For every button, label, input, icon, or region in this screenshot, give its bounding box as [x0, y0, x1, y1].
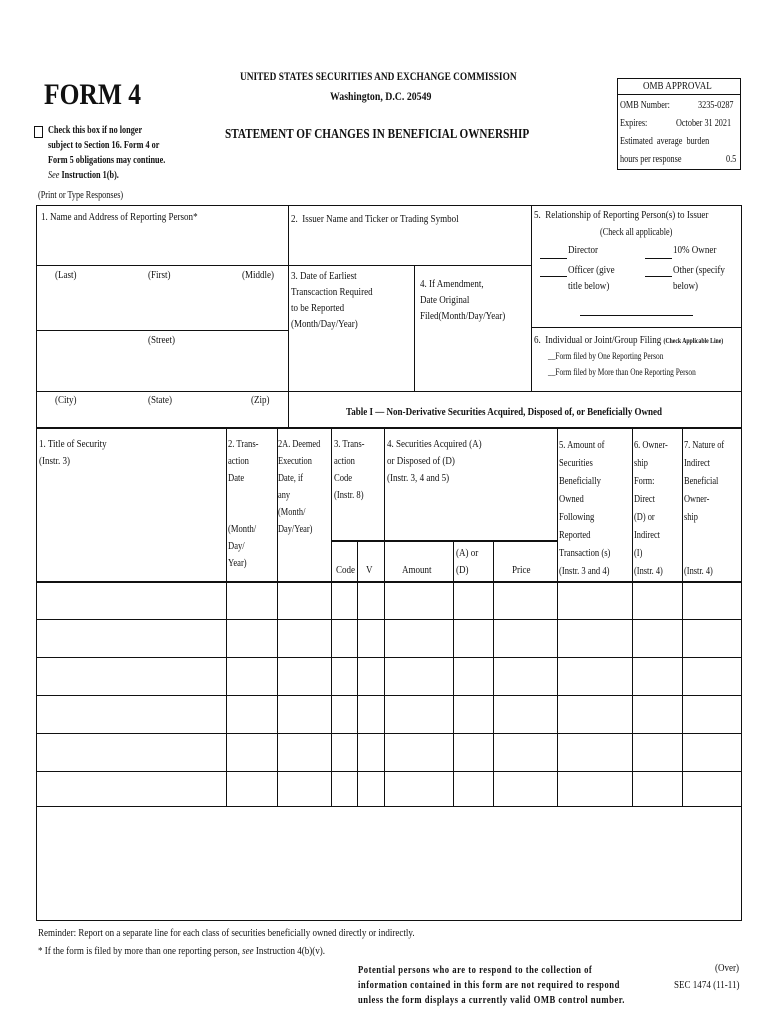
- col4-price-text: Price: [512, 564, 531, 576]
- omb-number-value: 3235-0287: [698, 100, 734, 111]
- earliest-transaction-date-title: [291, 268, 391, 332]
- omb-burden-value: 0.5: [726, 154, 737, 165]
- omb-details: [620, 97, 740, 169]
- last-label-text: (Last): [55, 269, 77, 281]
- agency-location-text: Washington, D.C. 20549: [330, 89, 432, 103]
- officer-option[interactable]: [568, 262, 625, 294]
- director-label: Director: [568, 244, 599, 256]
- statement-title-text: STATEMENT OF CHANGES IN BENEFICIAL OWNERSHIP: [225, 127, 530, 142]
- box2-title-text: 2. Issuer Name and Ticker or Trading Symbol: [291, 213, 459, 225]
- relationship-title: [534, 208, 747, 223]
- box3-title-text: 3. Date of Earliest Transcaction Required to be Reported (Month/Day/Year): [291, 270, 373, 330]
- col-a-or-d-sub: [456, 545, 483, 579]
- col2a-text: 2A. Deemed Execution Date, if any (Month/ Day/Year): [278, 438, 321, 535]
- omb-title-text: OMB APPROVAL: [643, 80, 712, 92]
- table-row[interactable]: [37, 658, 741, 695]
- other-option[interactable]: [673, 262, 736, 294]
- col-code-sub: [336, 563, 359, 578]
- print-note: [38, 189, 142, 203]
- director-option[interactable]: [568, 243, 605, 258]
- col-deemed-execution-date: [278, 436, 334, 538]
- city-label: [55, 393, 81, 408]
- omb-expires-label: Expires:: [620, 118, 648, 129]
- col3-code-text: Code: [336, 564, 356, 576]
- col5-text: 5. Amount of Securities Beneficially Owned Following Reported Transaction (s) (Instr. 3 and 4): [559, 439, 611, 577]
- col1-text: 1. Title of Security (Instr. 3): [39, 438, 107, 467]
- over-text: (Over): [715, 962, 740, 974]
- statement-title: [225, 127, 605, 143]
- box5-title-text: 5. Relationship of Reporting Person(s) to Issuer: [534, 209, 709, 221]
- officer-label: Officer (give title below): [568, 264, 615, 292]
- no-longer-subject-checkbox[interactable]: [34, 126, 43, 138]
- col4-aord-text: (A) or (D): [456, 547, 479, 576]
- agency-name-text: UNITED STATES SECURITIES AND EXCHANGE COMMISSION: [240, 69, 517, 83]
- multi-note-post: Instruction 4(b)(v).: [253, 945, 326, 957]
- over-note: [715, 961, 744, 976]
- col4-amount-text: Amount: [402, 564, 432, 576]
- multi-note-see: see: [242, 945, 254, 957]
- first-label-text: (First): [148, 269, 171, 281]
- col4-text: 4. Securities Acquired (A) or Disposed of (D) (Instr. 3, 4 and 5): [387, 438, 482, 484]
- print-note-text: (Print or Type Responses): [38, 190, 124, 201]
- col3-v-text: V: [366, 564, 373, 576]
- multiple-persons-note: [38, 944, 388, 959]
- table-row[interactable]: [37, 696, 741, 733]
- omb-expires-value: October 31 2021: [676, 118, 732, 129]
- omb-disclaimer: [358, 963, 668, 1008]
- filing-option-one[interactable]: __Form filed by One Reporting Person: [548, 351, 664, 361]
- omb-approval-title: [643, 79, 727, 94]
- col-amount-beneficially-owned: [559, 436, 625, 580]
- col3-text: 3. Trans- action Code (Instr. 8): [334, 438, 365, 501]
- col-transaction-date: [228, 436, 267, 572]
- form-title-text: FORM 4: [44, 78, 142, 111]
- city-label-text: (City): [55, 394, 77, 406]
- col-amount-sub: [402, 563, 438, 578]
- col-price-sub: [512, 563, 535, 578]
- table-row[interactable]: [37, 734, 741, 771]
- check-all-applicable: [600, 226, 688, 240]
- ten-percent-label: 10% Owner: [673, 244, 717, 256]
- col2-text: 2. Trans- action Date (Month/ Day/ Year): [228, 438, 259, 569]
- zip-label: [251, 393, 274, 408]
- filing-option-multiple[interactable]: __Form filed by More than One Reporting Person: [548, 367, 696, 377]
- table-row[interactable]: [37, 620, 741, 657]
- checkbox-instruction: [48, 169, 134, 183]
- table1-title-text: Table I — Non-Derivative Securities Acquired, Disposed of, or Beneficially Owned: [346, 406, 663, 418]
- col-transaction-code: [334, 436, 373, 504]
- street-label-text: (Street): [148, 334, 176, 346]
- col-ownership-form: [634, 436, 678, 580]
- sec-code-text: SEC 1474 (11-11): [674, 979, 740, 991]
- middle-name-label: [242, 268, 281, 283]
- zip-label-text: (Zip): [251, 394, 270, 406]
- other-label: Other (specify below): [673, 264, 725, 292]
- box6-title-text: 6. Individual or Joint/Group Filing: [534, 334, 662, 346]
- officer-title-line[interactable]: [580, 315, 693, 316]
- table-row[interactable]: [37, 772, 741, 806]
- col-v-sub: [366, 563, 374, 578]
- no-longer-subject-label: [48, 123, 191, 168]
- checkbox-text: Check this box if no longer subject to Section 16. Form 4 or Form 5 obligations may continue.: [48, 125, 166, 166]
- omb-number-label: OMB Number:: [620, 100, 670, 111]
- col-title-of-security: [39, 436, 122, 470]
- box4-title-text: 4. If Amendment, Date Original Filed(Month/Day/Year): [420, 278, 506, 322]
- agency-name: [240, 68, 530, 84]
- omb-burden-line2: hours per response: [620, 154, 682, 165]
- blank-area: [37, 807, 741, 920]
- street-label: [148, 333, 181, 348]
- ten-percent-owner-option[interactable]: [673, 243, 726, 258]
- sec-form-code: [674, 978, 754, 993]
- option1-text: Form filed by One Reporting Person: [555, 351, 664, 361]
- checkbox-see: See: [48, 170, 60, 181]
- middle-label-text: (Middle): [242, 269, 275, 281]
- individual-joint-filing-title: [534, 333, 765, 348]
- box1-title-text: 1. Name and Address of Reporting Person*: [41, 211, 198, 223]
- reminder-note: [38, 926, 497, 941]
- option2-text: Form filed by More than One Reporting Person: [555, 367, 696, 377]
- state-label: [148, 393, 177, 408]
- reporting-person-name-title: [41, 210, 232, 225]
- box6-title-small: (Check Applicable Line): [663, 337, 724, 345]
- col-nature-of-indirect-ownership: [684, 436, 737, 580]
- issuer-name-title: [291, 212, 495, 227]
- state-label-text: (State): [148, 394, 173, 406]
- col7-text: 7. Nature of Indirect Beneficial Owner- ship (Instr. 4): [684, 439, 725, 577]
- col6-text: 6. Owner- ship Form: Direct (D) or Indirect (I) (Instr. 4): [634, 439, 668, 577]
- multi-note-pre: * If the form is filed by more than one reporting person,: [38, 945, 243, 957]
- check-all-text: (Check all applicable): [600, 227, 673, 238]
- table1-title: [346, 405, 731, 420]
- agency-location: [330, 88, 454, 104]
- amendment-date-title: [420, 276, 524, 324]
- first-name-label: [148, 268, 176, 283]
- last-name-label: [55, 268, 81, 283]
- reminder-text: Reminder: Report on a separate line for each class of securities beneficially owned directly or indirectly.: [38, 927, 415, 939]
- table-row[interactable]: [37, 582, 741, 619]
- checkbox-instruction-text: Instruction 1(b).: [59, 170, 119, 181]
- omb-burden-line1: Estimated average burden: [620, 136, 710, 147]
- col-securities-acquired: [387, 436, 502, 487]
- disclaimer-text: Potential persons who are to respond to the collection of information contained in this form are not required to respond unless the form displays a currently valid OMB control number.: [358, 965, 625, 1006]
- form-title: [44, 78, 158, 112]
